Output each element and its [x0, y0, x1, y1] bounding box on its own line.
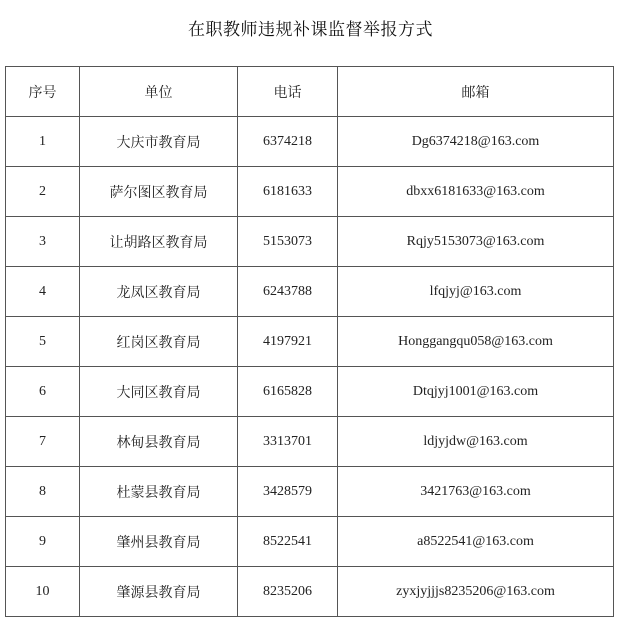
row-index: 4	[6, 267, 80, 317]
row-unit: 林甸县教育局	[80, 417, 238, 467]
row-email: lfqjyj@163.com	[338, 267, 614, 317]
column-header-email: 邮箱	[338, 67, 614, 117]
row-email: a8522541@163.com	[338, 517, 614, 567]
row-unit: 让胡路区教育局	[80, 217, 238, 267]
row-phone: 3313701	[238, 417, 338, 467]
table-row	[6, 417, 614, 467]
column-header-index: 序号	[6, 67, 80, 117]
row-index: 8	[6, 467, 80, 517]
row-index: 7	[6, 417, 80, 467]
row-phone: 8522541	[238, 517, 338, 567]
row-unit: 肇州县教育局	[80, 517, 238, 567]
row-unit: 大庆市教育局	[80, 117, 238, 167]
table-row	[6, 567, 614, 617]
table-row	[6, 117, 614, 167]
table-row	[6, 217, 614, 267]
column-header-phone: 电话	[238, 67, 338, 117]
row-index: 5	[6, 317, 80, 367]
row-unit: 萨尔图区教育局	[80, 167, 238, 217]
row-email: Dg6374218@163.com	[338, 117, 614, 167]
row-index: 10	[6, 567, 80, 617]
table-row	[6, 267, 614, 317]
row-index: 6	[6, 367, 80, 417]
table-row	[6, 367, 614, 417]
row-email: zyxjyjjjs8235206@163.com	[338, 567, 614, 617]
row-email: 3421763@163.com	[338, 467, 614, 517]
row-phone: 3428579	[238, 467, 338, 517]
row-unit: 肇源县教育局	[80, 567, 238, 617]
column-header-unit: 单位	[80, 67, 238, 117]
row-phone: 6243788	[238, 267, 338, 317]
table-header-row	[6, 67, 614, 117]
table-row	[6, 467, 614, 517]
row-email: dbxx6181633@163.com	[338, 167, 614, 217]
row-phone: 6374218	[238, 117, 338, 167]
row-index: 9	[6, 517, 80, 567]
row-email: Honggangqu058@163.com	[338, 317, 614, 367]
table-row	[6, 517, 614, 567]
row-unit: 龙凤区教育局	[80, 267, 238, 317]
row-index: 1	[6, 117, 80, 167]
table-row	[6, 317, 614, 367]
row-email: Dtqjyj1001@163.com	[338, 367, 614, 417]
row-phone: 5153073	[238, 217, 338, 267]
row-unit: 大同区教育局	[80, 367, 238, 417]
report-contacts-table	[5, 66, 614, 617]
row-email: ldjyjdw@163.com	[338, 417, 614, 467]
row-unit: 红岗区教育局	[80, 317, 238, 367]
row-phone: 8235206	[238, 567, 338, 617]
table-row	[6, 167, 614, 217]
row-index: 2	[6, 167, 80, 217]
row-phone: 6181633	[238, 167, 338, 217]
row-unit: 杜蒙县教育局	[80, 467, 238, 517]
row-email: Rqjy5153073@163.com	[338, 217, 614, 267]
row-phone: 4197921	[238, 317, 338, 367]
row-index: 3	[6, 217, 80, 267]
document-title: 在职教师违规补课监督举报方式	[188, 20, 433, 40]
row-phone: 6165828	[238, 367, 338, 417]
